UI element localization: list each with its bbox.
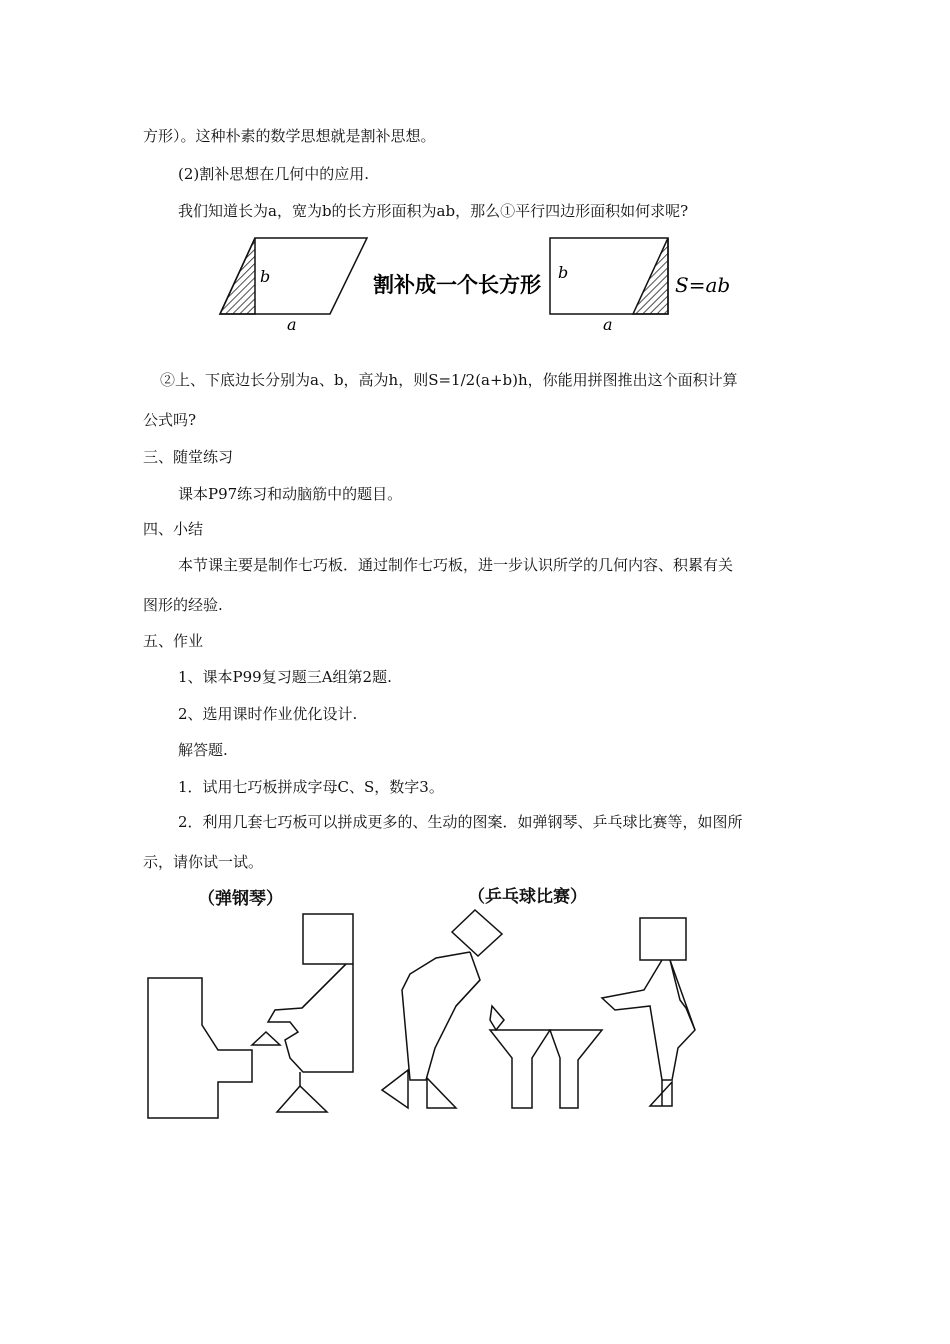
section-heading: 四、小结: [143, 520, 204, 538]
text-line: 本节课主要是制作七巧板．通过制作七巧板，进一步认识所学的几何内容、积累有关: [178, 556, 734, 574]
title-piano: （弹钢琴）: [198, 889, 283, 909]
formula-area: S=ab: [675, 273, 731, 297]
player-hand-triangle: [252, 1032, 280, 1045]
text-line: 1、课本P99复习题三A组第2题.: [178, 668, 392, 686]
left-player-head: [452, 910, 502, 956]
right-player-foot-triangle: [650, 1082, 672, 1106]
title-pingpong: （乒乓球比赛）: [468, 887, 587, 907]
moved-triangle-shaded: [633, 238, 668, 314]
tangram-table: [490, 1030, 602, 1108]
text-line: 方形）。这种朴素的数学思想就是割补思想。: [143, 127, 436, 145]
figure-parallelogram-to-rectangle: [215, 232, 745, 337]
text-line: 我们知道长为a，宽为b的长方形面积为ab，那么①平行四边形面积如何求呢?: [178, 202, 689, 220]
tangram-pingpong-left-player: [382, 910, 504, 1108]
section-heading: (2)割补思想在几何中的应用.: [178, 165, 370, 183]
section-heading: 三、随堂练习: [143, 448, 234, 466]
tangram-piano: [148, 914, 353, 1118]
text-line: 课本P97练习和动脑筋中的题目。: [178, 485, 403, 503]
right-player-head: [640, 918, 686, 960]
text-line: 2．利用几套七巧板可以拼成更多的、生动的图案．如弹钢琴、乒乓球比赛等，如图所: [178, 813, 743, 831]
text-line: 1．试用七巧板拼成字母C、S，数字3。: [178, 778, 444, 796]
player-body: [268, 964, 353, 1072]
caption-cut-paste: 割补成一个长方形: [373, 273, 541, 297]
left-player-body: [402, 952, 480, 1080]
player-foot-triangle: [277, 1086, 327, 1112]
text-line: 2、选用课时作业优化设计.: [178, 705, 358, 723]
text-line: 图形的经验.: [143, 596, 223, 614]
figure-tangram-pictures: [140, 880, 720, 1120]
text-line: 示，请你试一试。: [143, 853, 264, 871]
piano-shape: [148, 978, 252, 1118]
tangram-pingpong-right-player: [602, 918, 695, 1106]
text-line: 解答题.: [178, 741, 228, 759]
cut-triangle-shaded: [220, 238, 255, 314]
text-line: 公式吗?: [143, 411, 197, 429]
player-head: [303, 914, 353, 964]
label-b-right: b: [558, 263, 569, 282]
text-line: ②上、下底边长分别为a、b，高为h，则S=1/2(a+b)h，你能用拼图推出这个面积计算: [160, 371, 738, 389]
label-b-left: b: [260, 267, 271, 286]
ball-triangle: [382, 1070, 408, 1108]
right-player-body: [602, 960, 695, 1080]
table-right: [550, 1030, 602, 1108]
label-a-left: a: [287, 315, 297, 334]
left-player-hand-triangle: [490, 1006, 504, 1030]
table-left: [490, 1030, 550, 1108]
section-heading: 五、作业: [143, 632, 204, 650]
label-a-right: a: [603, 315, 613, 334]
left-player-foot-triangle: [427, 1078, 456, 1108]
